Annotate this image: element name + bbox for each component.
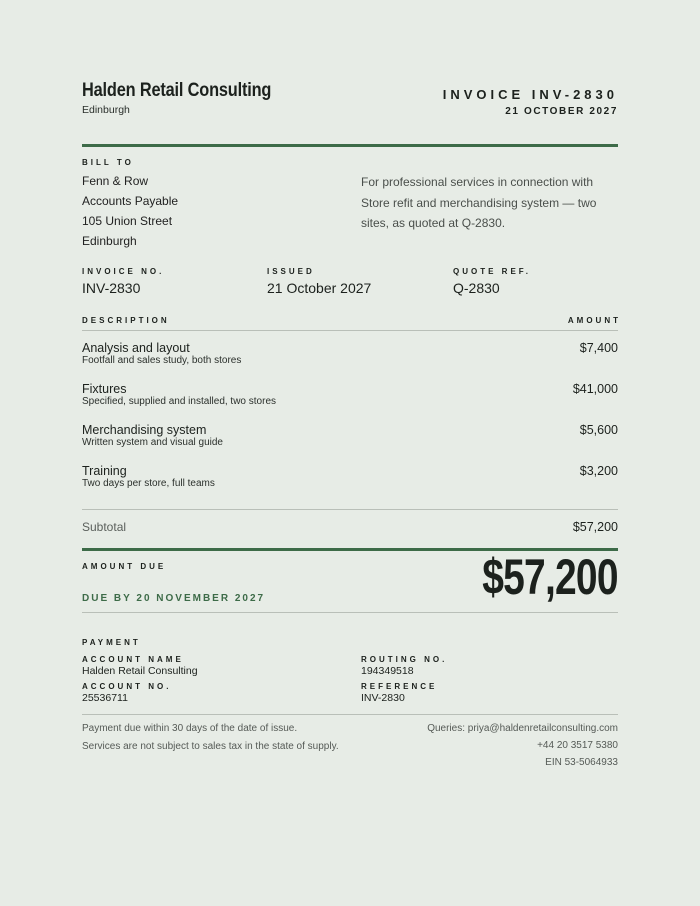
line-item-amount: $41,000 <box>572 382 618 396</box>
footer-divider <box>82 714 618 715</box>
payment-label: PAYMENT <box>82 638 141 647</box>
service-description: For professional services in connection with Store refit and merchandising system — two sites, as quoted at Q-2830. <box>361 175 597 230</box>
line-item-subtitle: Two days per store, full teams <box>82 478 215 489</box>
line-item-amount: $5,600 <box>579 423 618 437</box>
reference-label: REFERENCE <box>361 682 438 691</box>
bill-to-line: 105 Union Street <box>82 214 173 228</box>
invoice-no-label: INVOICE NO. <box>82 267 165 276</box>
routing-label: ROUTING NO. <box>361 655 448 664</box>
issued-value: 21 October 2027 <box>267 280 372 296</box>
subtotal-value: $57,200 <box>572 520 618 534</box>
amount-due-label: AMOUNT DUE <box>82 562 167 571</box>
invoice-no-value: INV-2830 <box>82 280 141 296</box>
quote-ref-label: QUOTE REF. <box>453 267 532 276</box>
invoice-title: INVOICE INV-2830 <box>442 87 618 102</box>
footer-contact-email: Queries: priya@haldenretailconsulting.com <box>427 723 618 734</box>
routing-value: 194349518 <box>361 665 414 677</box>
account-no-label: ACCOUNT NO. <box>82 682 172 691</box>
subtotal-label: Subtotal <box>82 520 127 534</box>
account-name-label: ACCOUNT NAME <box>82 655 184 664</box>
account-no-value: 25536711 <box>82 692 128 704</box>
invoice-date: 21 OCTOBER 2027 <box>505 106 618 117</box>
line-item-subtitle: Footfall and sales study, both stores <box>82 355 242 366</box>
footer-note: Services are not subject to sales tax in the state of supply. <box>82 741 339 752</box>
bill-to-line: Edinburgh <box>82 234 137 248</box>
amount-due-value: $57,200 <box>482 549 618 605</box>
issued-label: ISSUED <box>267 267 315 276</box>
payment-divider <box>82 612 618 613</box>
line-item-amount: $3,200 <box>579 464 618 478</box>
header-divider <box>82 144 618 147</box>
col-description-header: DESCRIPTION <box>82 316 170 325</box>
bill-to-line: Fenn & Row <box>82 174 149 188</box>
line-item-title: Analysis and layout <box>82 341 190 355</box>
line-item-amount: $7,400 <box>579 341 618 355</box>
due-date: DUE BY 20 NOVEMBER 2027 <box>82 593 266 604</box>
subtotal-divider <box>82 509 618 510</box>
line-item-title: Merchandising system <box>82 423 207 437</box>
line-item-title: Fixtures <box>82 382 127 396</box>
line-item-title: Training <box>82 464 127 478</box>
footer-ein: EIN 53-5064933 <box>545 757 618 768</box>
line-item-subtitle: Specified, supplied and installed, two stores <box>82 396 277 407</box>
table-header-divider <box>82 330 618 331</box>
col-amount-header: AMOUNT <box>567 316 621 325</box>
bill-to-label: BILL TO <box>82 158 134 167</box>
reference-value: INV-2830 <box>361 692 405 704</box>
quote-ref-value: Q-2830 <box>453 280 500 296</box>
footer-contact-phone: +44 20 3517 5380 <box>537 740 618 751</box>
company-name: Halden Retail Consulting <box>82 80 272 101</box>
bill-to-line: Accounts Payable <box>82 194 179 208</box>
account-name-value: Halden Retail Consulting <box>82 665 198 677</box>
line-item-subtitle: Written system and visual guide <box>82 437 223 448</box>
footer-note: Payment due within 30 days of the date of issue. <box>82 723 298 734</box>
company-city: Edinburgh <box>82 104 130 116</box>
